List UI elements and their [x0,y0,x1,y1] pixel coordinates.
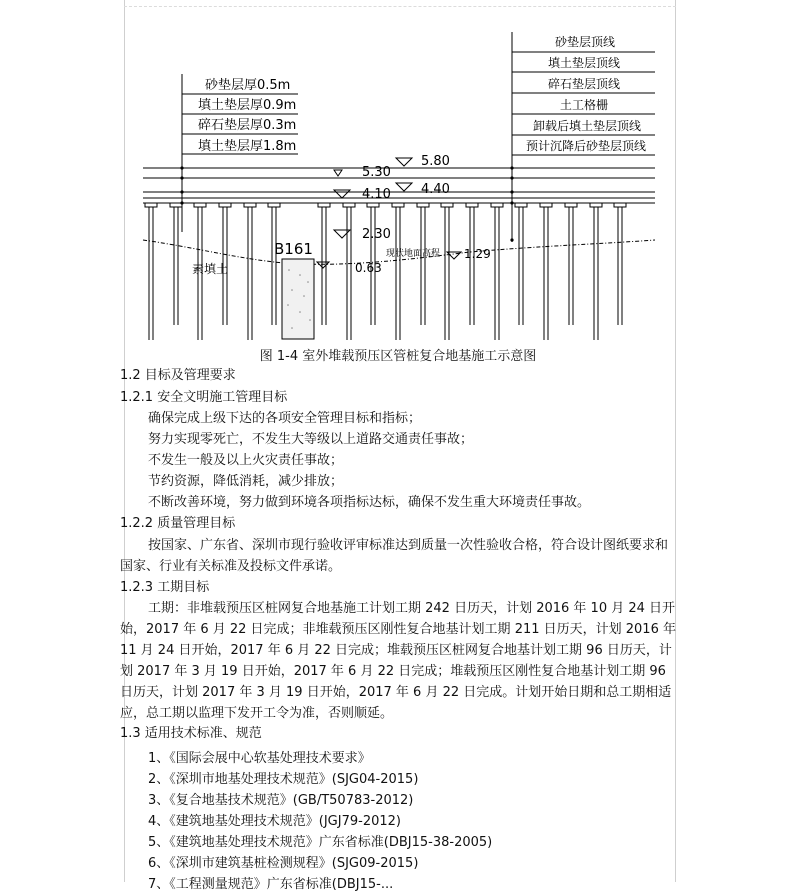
left-label-1: 砂垫层厚0.5m [205,78,291,93]
standard-item: 5、《建筑地基处理技术规范》广东省标准(DBJ15-38-2005) [148,835,493,850]
standard-item: 7、《工程测量规范》广东省标准(DBJ15-... [148,877,394,892]
pile-cap [441,203,453,207]
standard-item: 2、《深圳市地基处理技术规范》(SJG04-2015) [148,772,419,787]
elev-530: 5.30 [362,165,391,180]
pile-cap [565,203,577,207]
elev-063: 0.63 [355,261,382,275]
elev-129: 1.29 [464,247,491,261]
pile-cap [194,203,206,207]
heading-1-2-3: 1.2.3 工期目标 [120,580,210,595]
pile-cap [614,203,626,207]
right-label-3: 碎石垫层顶线 [548,77,621,91]
left-label-4: 填土垫层厚1.8m [198,139,297,154]
list-item: 不发生一般及以上火灾责任事故； [148,453,344,468]
borehole [282,259,314,339]
schedule-paragraph: 工期：非堆载预压区桩网复合地基施工计划工期 242 日历天，计划 2016 年 10 月 24 日开始，2017 年 6 月 22 日完成；非堆载预压区刚性复合地基计划工期 211 日历天，计划 2016 年 11 月 24 日开始，2017 年 6 月 22 日完成；堆载预压区桩网复合地基计划工期 96 日历天，计划 2017 年 3 月 19 日开始，2017 年 6 月 22 日完成；堆载预压区刚性复合地基计划工期 96 日历天，计划 2017 年 3 月 19 日开始，2017 年 6 月 22 日完成。计划开始日期和总工期相适应，总工期以监理下发开工令为准，否则顺延。 [120,601,676,721]
left-label-3: 碎石垫层厚0.3m [198,118,297,133]
pile-cap [590,203,602,207]
pile-cap [145,203,157,207]
figure-caption: 图 1-4 室外堆载预压区管桩复合地基施工示意图 [259,349,537,364]
pile-cap [268,203,280,207]
pile-cap [170,203,182,207]
pile-cap [491,203,503,207]
standard-item: 1、《国际会展中心软基处理技术要求》 [148,751,371,766]
pile-cap [219,203,231,207]
standard-item: 6、《深圳市建筑基桩检测规程》(SJG09-2015) [148,856,419,871]
elev-580: 5.80 [421,154,450,169]
pile-cap [466,203,478,207]
right-label-1: 砂垫层顶线 [555,35,616,49]
elev-440: 4.40 [421,182,450,197]
elev-410: 4.10 [362,187,391,202]
list-item: 确保完成上级下达的各项安全管理目标和指标； [148,411,422,426]
heading-1-2-1: 1.2.1 安全文明施工管理目标 [120,390,288,405]
pile-cap [515,203,527,207]
heading-1-2: 1.2 目标及管理要求 [120,368,236,383]
pile-cap [318,203,330,207]
quality-paragraph: 按国家、广东省、深圳市现行验收评审标准达到质量一次性验收合格，符合设计图纸要求和国家、行业有关标准及投标文件承诺。 [120,538,669,574]
list-item: 努力实现零死亡，不发生大等级以上道路交通责任事故； [148,432,474,447]
left-label-2: 填土垫层厚0.9m [198,98,297,113]
pile-cap [343,203,355,207]
right-label-6: 预计沉降后砂垫层顶线 [526,139,647,153]
ground-label: 现状地面高程 [386,249,441,259]
heading-1-3: 1.3 适用技术标准、规范 [120,726,262,741]
pile-cap [417,203,429,207]
standard-item: 4、《建筑地基处理技术规范》(JGJ79-2012) [148,814,401,829]
pile-cap [392,203,404,207]
right-label-2: 填土垫层顶线 [548,56,621,70]
standard-item: 3、《复合地基技术规范》(GB/T50783-2012) [148,793,414,808]
heading-1-2-2: 1.2.2 质量管理目标 [120,516,236,531]
pile-cap [540,203,552,207]
pile-cap [367,203,379,207]
list-item: 节约资源，降低消耗，减少排放； [148,474,344,489]
fill-label: 素填土 [192,262,229,276]
construction-diagram [0,0,796,345]
list-item: 不断改善环境，努力做到环境各项指标达标，确保不发生重大环境责任事故。 [148,495,591,510]
right-label-5: 卸载后填土垫层顶线 [533,119,642,133]
elev-230: 2.30 [362,227,391,242]
bore-label: B161 [274,240,313,258]
right-label-4: 土工格栅 [560,98,609,112]
pile-cap [244,203,256,207]
